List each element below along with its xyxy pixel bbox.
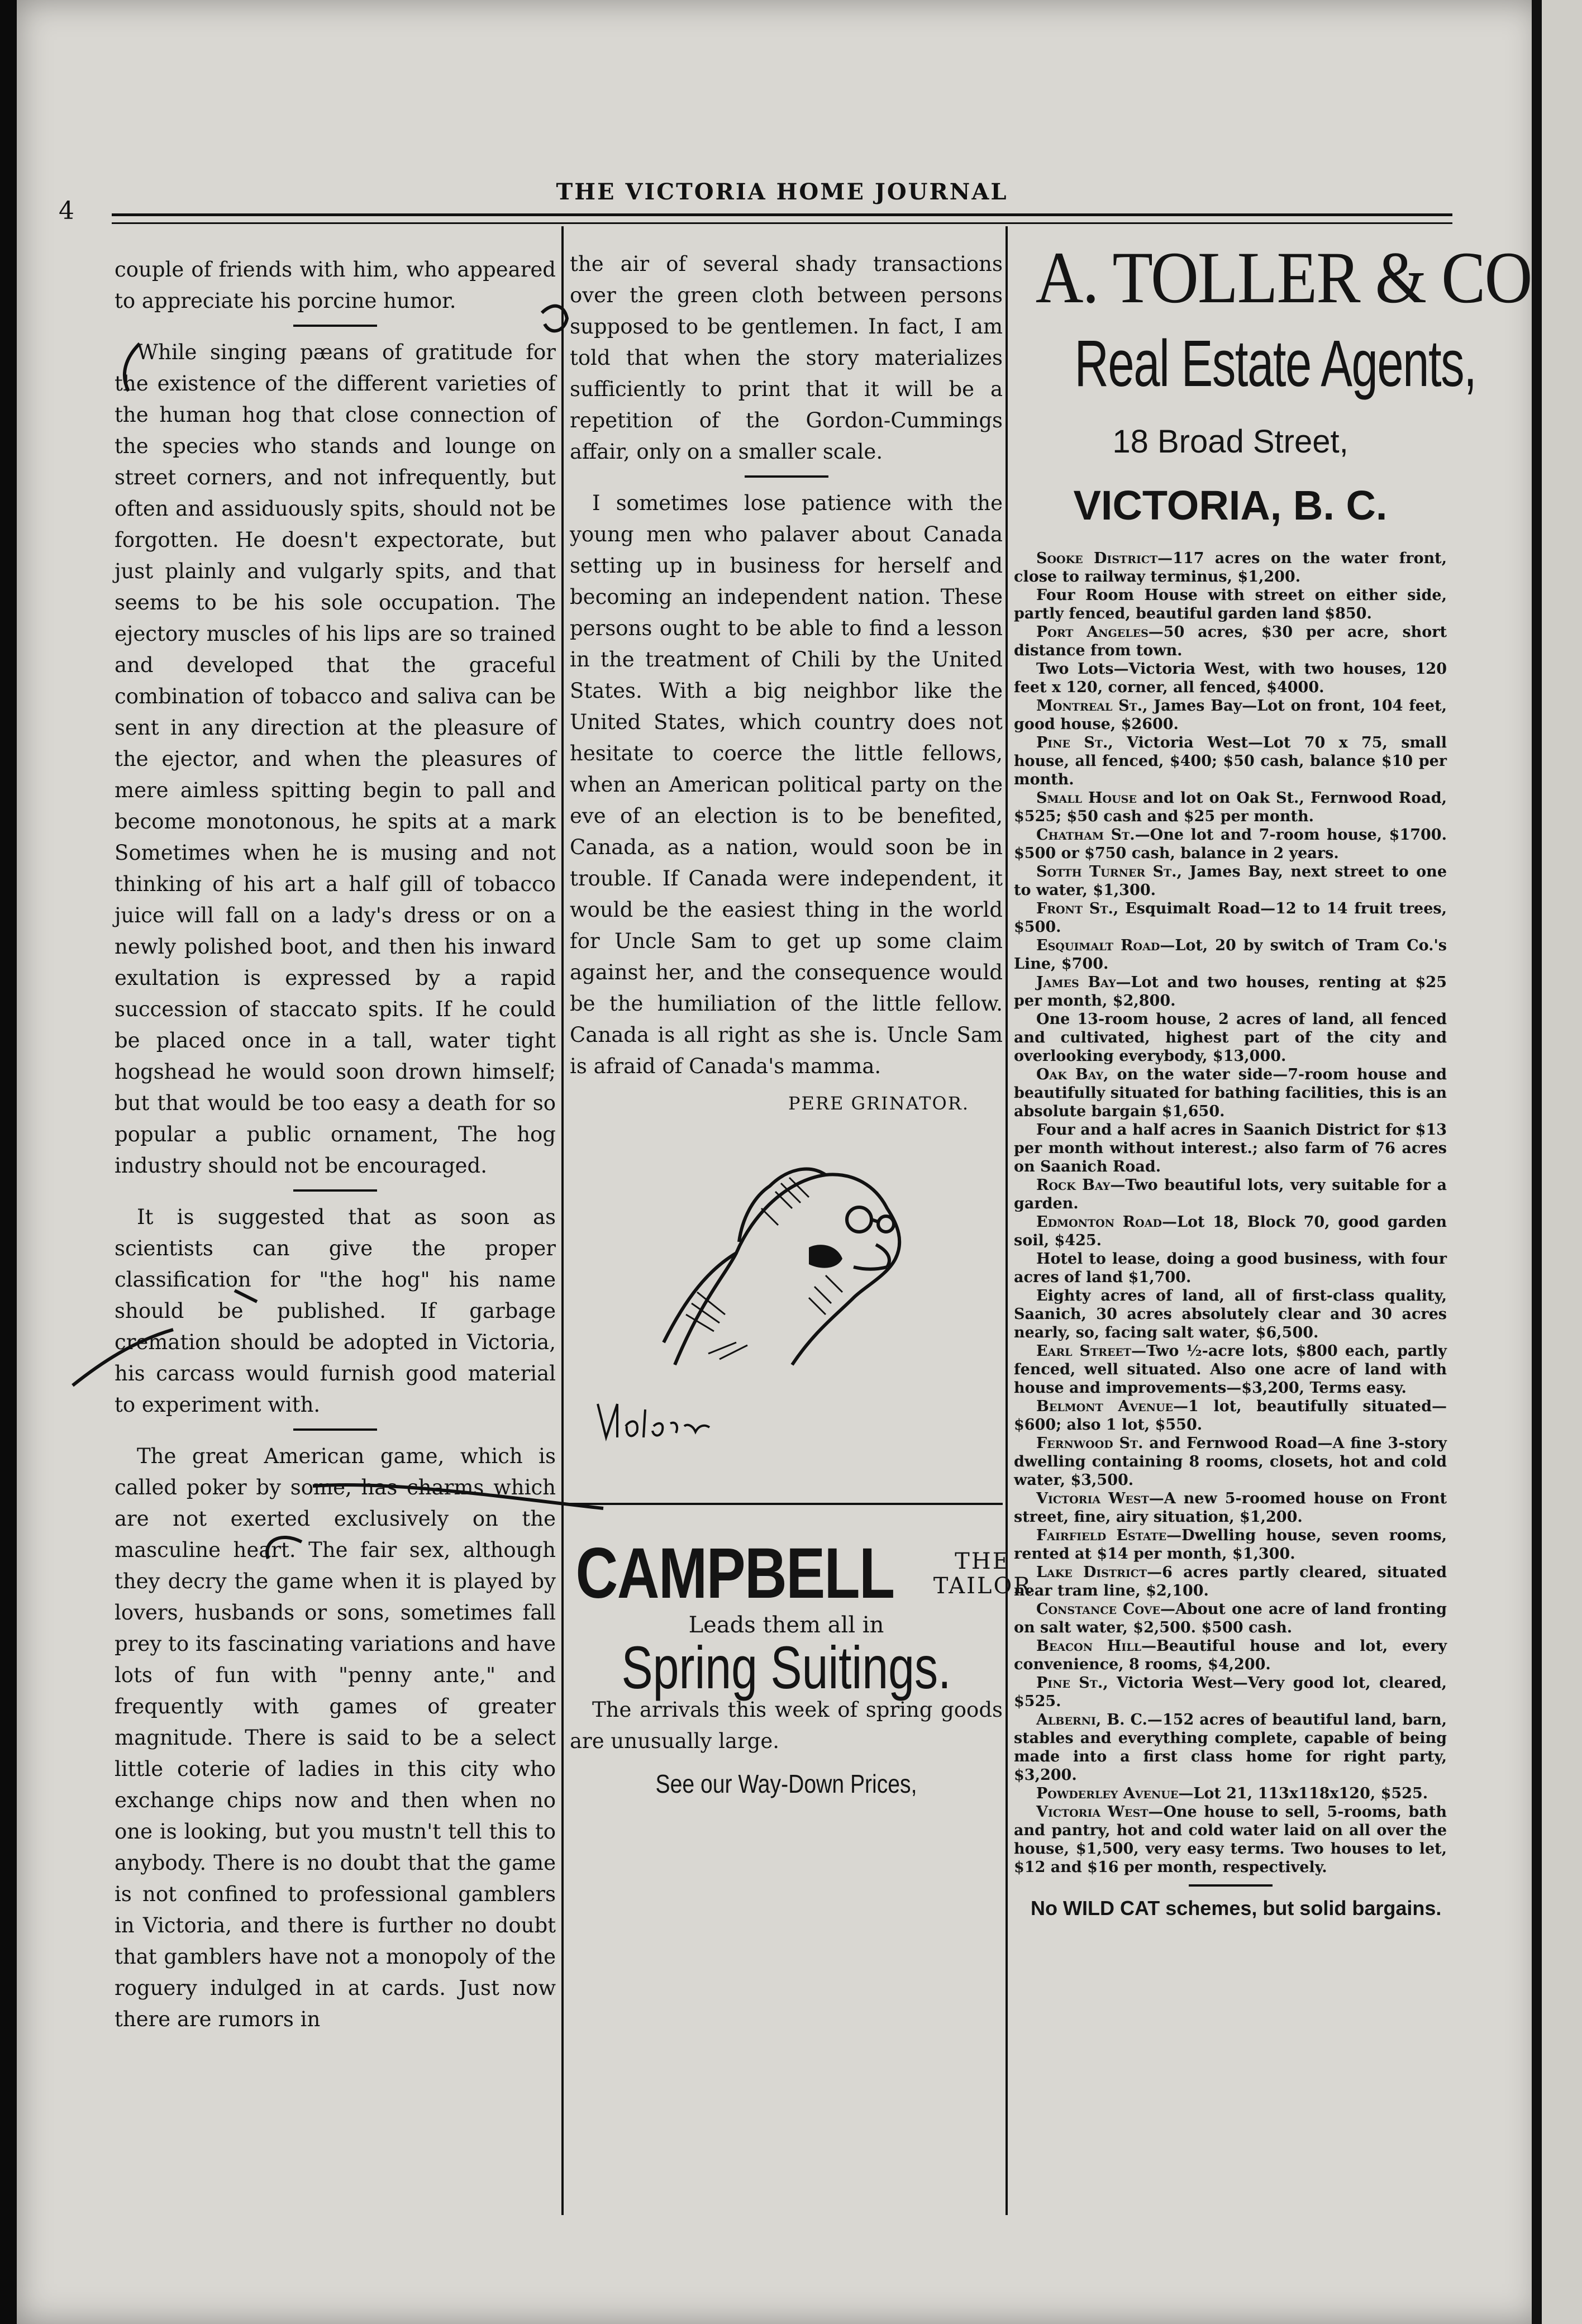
listing-details: —Dwelling house, seven rooms, rented at $14 per month, $1,300. xyxy=(1014,1527,1447,1563)
article-paragraph: the air of several shady transactions over the green cloth between persons supposed to be gentlemen. In fact, I am told that when the story materializes sufficiently to print that it will be a repetition of the Gordon-Cummings affair, only on a smaller scale. xyxy=(570,252,1003,464)
listing-details: —1 lot, beautifully situated—$600; also 1 lot, $550. xyxy=(1014,1398,1447,1434)
header-rule-bottom xyxy=(112,222,1452,224)
listing-location: Fernwood St. xyxy=(1036,1435,1143,1452)
property-listing xyxy=(1014,1342,1447,1397)
property-listing xyxy=(1014,1287,1447,1342)
column-1 xyxy=(115,254,556,2035)
property-listing xyxy=(1014,586,1447,623)
ad-body: The arrivals this week of spring goods are unusually large. xyxy=(570,1698,1003,1753)
listing-details: —Beautiful house and lot, every convenience, 8 rooms, $4,200. xyxy=(1014,1637,1447,1673)
listing-location: Constance Cove xyxy=(1036,1601,1160,1618)
listing-details: and lot on Oak St., Fernwood Road, $525; $50 cash and $25 per month. xyxy=(1014,789,1447,825)
ad-leads-line: Leads them all in xyxy=(688,1612,884,1638)
signature-nelson xyxy=(592,1393,793,1449)
property-listing xyxy=(1014,936,1447,973)
listing-details: , Victoria West—Very good lot, cleared, $525. xyxy=(1014,1674,1447,1710)
property-listing xyxy=(1014,899,1447,936)
property-listing xyxy=(1014,1489,1447,1526)
section-divider xyxy=(293,1428,377,1431)
column-2 xyxy=(570,249,1032,1799)
listing-details: Four and a half acres in Saanich District for $13 per month without interest.; also farm of 76 acres on Saanich Road. xyxy=(1014,1121,1447,1175)
property-listing xyxy=(1014,1526,1447,1563)
company-tagline: Real Estate Agents, xyxy=(1074,327,1476,401)
listing-location: Belmont Avenue xyxy=(1036,1398,1174,1415)
ad-the-tailor: THE TAILOR xyxy=(933,1549,1032,1599)
adjacent-page-edge xyxy=(1532,0,1582,2324)
listing-details: One 13-room house, 2 acres of land, all fenced and cultivated, highest part of the city and overlooking everybody, $13,000. xyxy=(1014,1011,1447,1065)
listing-details: —6 acres partly cleared, situated near tram line, $2,100. xyxy=(1014,1564,1447,1599)
property-listing xyxy=(1014,1250,1447,1287)
author-byline: PERE GRINATOR. xyxy=(788,1093,969,1114)
listing-details: —One house to sell, 5-rooms, bath and pantry, hot and cold water laid on all over the house, $1,500, very easy terms. Two houses to let, $12 and $16 per month, respectively. xyxy=(1014,1803,1447,1876)
property-listing xyxy=(1014,549,1447,586)
listing-details: Four Room House with street on either side, partly fenced, beautiful garden land $850. xyxy=(1014,587,1447,622)
listing-details: —About one acre of land fronting on salt water, $2,500. $500 cash. xyxy=(1014,1601,1447,1636)
listing-location: Edmonton Road xyxy=(1036,1213,1162,1231)
listing-details: —152 acres of beautiful land, barn, stables and everything complete, capable of being made into a first class home for right party, $3,200. xyxy=(1014,1711,1447,1784)
page-number: 4 xyxy=(59,197,74,225)
listing-details: —Two ½-acre lots, $800 each, partly fenced, well situated. Also one acre of land with house and improvements—$3,200, Terms easy. xyxy=(1014,1342,1447,1397)
property-listing xyxy=(1014,1563,1447,1600)
listing-location: Rock Bay xyxy=(1036,1177,1111,1194)
property-listing xyxy=(1014,623,1447,660)
ad-header xyxy=(570,1534,1032,1613)
ad-call-to-action: See our Way-Down Prices, xyxy=(655,1769,917,1798)
listing-location: Powderley Avenue xyxy=(1036,1785,1179,1802)
property-listing xyxy=(1014,660,1447,697)
closing-line: No WILD CAT schemes, but solid bargains. xyxy=(1031,1897,1442,1920)
property-listing xyxy=(1014,789,1447,826)
listing-details: , on the water side—7-room house and beautifully situated for bathing facilities, this is an absolute bargain $1,650. xyxy=(1014,1066,1447,1120)
article-paragraph: The great American game, which is called poker by some, has charms which are not exerted exclusively on the masculine heart. The fair sex, although they decry the game when it is played by lovers, husbands or sons, sometimes fall prey to its fascinating variations and have lots of fun with "penny ante," and frequently with games of greater magnitude. There is said to be a select little coterie of ladies in this city who exchange chips now and then when no one is looking, but you mustn't tell this to anybody. There is no doubt that the game is not confined to professional gamblers in Victoria, and there is further no doubt that gamblers have not a monopoly of the roguery indulged in at cards. Just now there are rumors in xyxy=(115,1444,556,2031)
article-paragraph: It is suggested that as soon as scientists can give the proper classification for "the hog" his name should be published. If garbage cremation should be adopted in Victoria, his carcass would furnish good material to experiment with. xyxy=(115,1205,556,1417)
listing-location: Pine St. xyxy=(1036,734,1108,751)
column-3-toller-ad xyxy=(1014,235,1532,1920)
column-divider-1 xyxy=(561,226,564,2215)
listing-location: Pine St. xyxy=(1036,1674,1103,1692)
property-listing xyxy=(1014,863,1447,899)
listing-location: Montreal St. xyxy=(1036,697,1143,715)
listing-location: Victoria West xyxy=(1036,1803,1149,1821)
listing-location: Esquimalt Road xyxy=(1036,937,1160,954)
listing-details: —50 acres, $30 per acre, short distance from town. xyxy=(1014,623,1447,659)
company-address: 18 Broad Street, xyxy=(1112,423,1348,460)
listing-location: Alberni, B. C. xyxy=(1036,1711,1147,1728)
listing-location: Victoria West xyxy=(1036,1490,1149,1507)
property-listing xyxy=(1014,1600,1447,1637)
property-listing xyxy=(1014,1213,1447,1250)
company-city: VICTORIA, B. C. xyxy=(1073,482,1388,528)
listing-details: —Lot 21, 113x118x120, $525. xyxy=(1178,1785,1428,1802)
property-listing xyxy=(1014,1065,1447,1121)
property-listing xyxy=(1014,973,1447,1010)
listing-details: —Lot and two houses, renting at $25 per month, $2,800. xyxy=(1014,974,1447,1009)
listing-location: Lake District xyxy=(1036,1564,1147,1581)
caricature-portrait xyxy=(641,1130,932,1370)
campbell-tailor-ad xyxy=(570,1534,1032,1799)
listing-location: Front St. xyxy=(1036,900,1113,917)
listing-details: —117 acres on the water front, close to railway terminus, $1,200. xyxy=(1014,550,1447,585)
listing-details: —Lot 18, Block 70, good garden soil, $425. xyxy=(1014,1213,1447,1249)
listing-details: , Esquimalt Road—12 to 14 fruit trees, $500. xyxy=(1014,900,1447,936)
column-divider-2 xyxy=(1006,226,1008,2215)
property-listing xyxy=(1014,734,1447,789)
listing-details: , Victoria West—Lot 70 x 75, small house, all fenced, $400; $50 cash, balance $10 per month. xyxy=(1014,734,1447,788)
ad-campbell-name: CAMPBELL xyxy=(575,1534,894,1613)
listing-details: —One lot and 7-room house, $1700. $500 or $750 cash, balance in 2 years. xyxy=(1014,826,1447,862)
section-divider xyxy=(745,475,828,478)
company-name: A. TOLLER & CO xyxy=(1035,236,1532,318)
section-divider xyxy=(1189,1884,1273,1887)
property-listing xyxy=(1014,826,1447,863)
listing-location: Sooke District xyxy=(1036,550,1158,567)
listing-location: Small House xyxy=(1036,789,1137,807)
listing-details: Eighty acres of land, all of first-class quality, Saanich, 30 acres absolutely clear and 30 acres nearly, so, facing salt water, $6,500. xyxy=(1014,1287,1447,1341)
listing-location: Port Angeles xyxy=(1036,623,1149,641)
listing-location: James Bay xyxy=(1036,974,1116,991)
listing-details: —Two beautiful lots, very suitable for a garden. xyxy=(1014,1177,1447,1212)
listing-details: Two Lots—Victoria West, with two houses, 120 feet x 120, corner, all fenced, $4000. xyxy=(1014,660,1447,696)
property-listing xyxy=(1014,1674,1447,1711)
property-listing xyxy=(1014,1434,1447,1489)
property-listings xyxy=(1014,549,1447,1877)
listing-location: Oak Bay xyxy=(1036,1066,1104,1083)
page-header xyxy=(117,168,1447,212)
article-paragraph: couple of friends with him, who appeared to appreciate his porcine humor. xyxy=(115,258,556,313)
listing-location: Chatham St. xyxy=(1036,826,1135,844)
listing-details: Hotel to lease, doing a good business, with four acres of land $1,700. xyxy=(1014,1250,1447,1286)
property-listing xyxy=(1014,1803,1447,1877)
listing-details: , James Bay—Lot on front, 104 feet, good house, $2600. xyxy=(1014,697,1447,733)
property-listing xyxy=(1014,1711,1447,1784)
property-listing xyxy=(1014,1121,1447,1176)
article-paragraph: I sometimes lose patience with the young men who palaver about Canada setting up in business for herself and becoming an independent nation. These persons ought to be able to find a lesson in the treatment of Chili by the United States. With a big neighbor like the United States, which country does not hesitate to coerce the little fellows, when an American political party on the eve of an election is to be benefited, Canada, as a nation, would soon be in trouble. If Canada were independent, it would be the easiest thing in the world for Uncle Sam to get up some claim against her, and the consequence would be the humiliation of the little fellow. Canada is all right as she is. Uncle Sam is afraid of Canada's mamma. xyxy=(570,491,1003,1078)
property-listing xyxy=(1014,1176,1447,1213)
listing-location: Beacon Hill xyxy=(1036,1637,1141,1655)
listing-location: Fairfield Estate xyxy=(1036,1527,1167,1544)
property-listing xyxy=(1014,1784,1447,1803)
listing-details: and Fernwood Road—A fine 3-story dwelling containing 8 rooms, closets, hot and cold water, $3,500. xyxy=(1014,1435,1447,1489)
property-listing xyxy=(1014,1397,1447,1434)
journal-title: THE VICTORIA HOME JOURNAL xyxy=(556,179,1008,205)
property-listing xyxy=(1014,1010,1447,1065)
property-listing xyxy=(1014,1637,1447,1674)
section-divider xyxy=(293,1189,377,1192)
listing-details: —A new 5-roomed house on Front street, fine, airy situation, $1,200. xyxy=(1014,1490,1447,1526)
listing-details: , James Bay, next street to one to water, $1,300. xyxy=(1014,863,1447,899)
header-rule-top xyxy=(112,213,1452,216)
ad-headline: Spring Suitings. xyxy=(621,1634,951,1701)
listing-details: —Lot, 20 by switch of Tram Co.'s Line, $700. xyxy=(1014,937,1447,973)
article-paragraph: While singing pæans of gratitude for the existence of the different varieties of the human hog that close connection of the species who stands and lounge on street corners, and not infrequently, but often and assiduously spits, should not be forgotten. He doesn't expectorate, but just plainly and vulgarly spits, and that seems to be his sole occupation. The ejectory muscles of his lips are so trained and developed that the graceful combination of tobacco and saliva can be sent in any direction at the pleasure of the ejector, and when the pleasures of mere aimless spitting begin to pall and become monotonous, he spits at a mark Sometimes when he is musing and not thinking of his art a half gill of tobacco juice will fall on a lady's dress or on a newly polished boot, and then his inward exultation is expressed by a rapid succession of staccato spits. If he could be placed once in a tall, water tight hogshead he would soon drown himself; but that would be too easy a death for so popular a public ornament, The hog industry should not be encouraged. xyxy=(115,340,556,1178)
property-listing xyxy=(1014,697,1447,734)
listing-location: Earl Street xyxy=(1036,1342,1132,1360)
listing-location: Sotth Turner St. xyxy=(1036,863,1177,880)
section-divider xyxy=(293,325,377,327)
